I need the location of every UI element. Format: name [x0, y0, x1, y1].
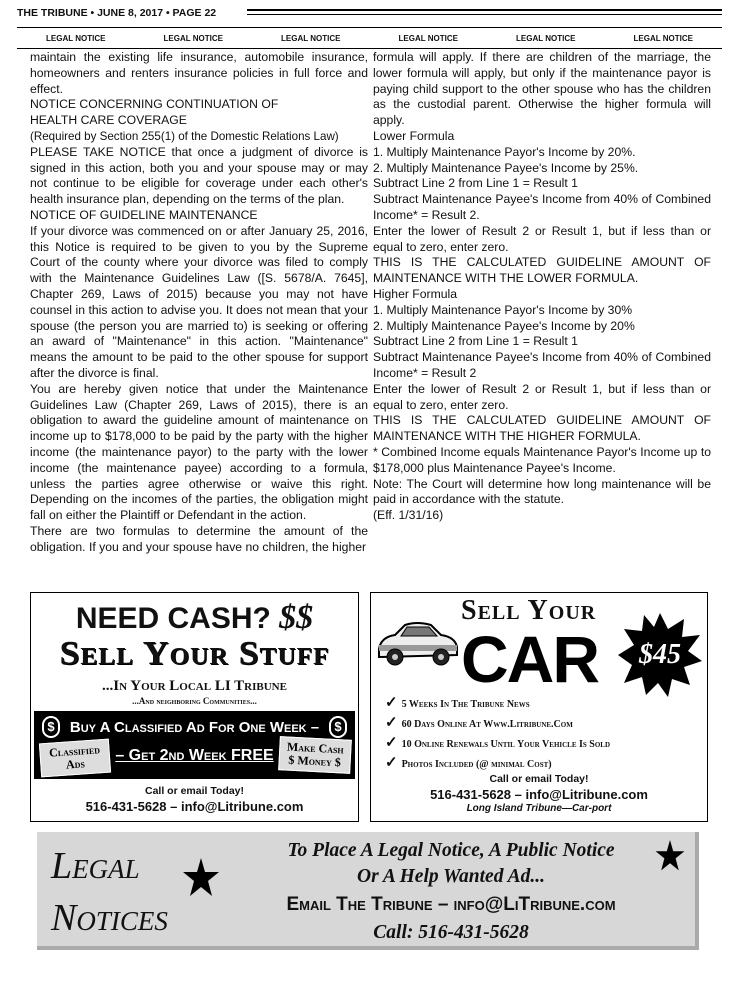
legal-notices-title: Legal Notices [51, 845, 168, 939]
check-icon: ✓ [385, 715, 398, 731]
legal-notice-label: LEGAL NOTICE [281, 33, 341, 43]
message-line: To Place A Legal Notice, A Public Notice [287, 840, 615, 861]
paragraph: formula will apply. If there are children of the marriage, the lower formula will apply, but only if the maintenance payor is paying child support to the other spouse who has the children as the custodial parent. Otherwise the higher formula will apply. [373, 50, 711, 128]
section-heading: NOTICE OF GUIDELINE MAINTENANCE [30, 207, 258, 222]
list-item: ✓ Photos Included (@ minimal Cost) [385, 755, 552, 771]
email-line: Email The Tribune – info@LiTribune.com [286, 894, 616, 915]
formula-line: Enter the lower of Result 2 or Result 1, but if less than or equal to zero, enter zero. [373, 381, 711, 412]
article-column-right [373, 50, 711, 524]
list-item: ✓ 10 Online Renewals Until Your Vehicle Is Sold [385, 735, 611, 751]
dollar-icon: $ [329, 716, 347, 738]
paragraph: If your divorce was commenced on or after January 25, 2016, this Notice is required to be given to you by the Supreme Court of the county where your divorce was filed to comply with the Maintenance Guidelines Law ([S. 5678/A. 7645], Chapter 269, Laws of 2015) because you may not have counsel in this action to advise you. It does not mean that your spouse (the person you are married to) is seeking or offering an award of "Maintenance" in this action. "Maintenance" means the amount to be paid to the other spouse for support after the divorce is final. [30, 223, 368, 380]
ad-footer: Long Island Tribune—Car-port [466, 803, 612, 814]
formula-line: 2. Multiply Maintenance Payee's Income by 20% [373, 318, 635, 333]
list-item: ✓ 60 Days Online At Www.Litribune.Com [385, 715, 573, 731]
message-line: Or A Help Wanted Ad... [357, 866, 545, 887]
phone-line: Call: 516-431-5628 [373, 922, 529, 943]
paragraph: maintain the existing life insurance, automobile insurance, homeowners and renters insurance policies in full force and effect. [30, 50, 368, 96]
ad-need-cash: NEED CASH? $$ [75, 599, 314, 636]
band-free: – Get 2nd Week FREE [115, 747, 274, 764]
formula-line: 1. Multiply Maintenance Payor's Income by 20%. [373, 144, 636, 159]
note: Note: The Court will determine how long maintenance will be paid in accordance with the statute. [373, 476, 711, 507]
ad-neighbors: ...And neighboring Communities... [132, 696, 257, 706]
article-column-left [30, 50, 368, 556]
ad-local: ...In Your Local LI Tribune [102, 678, 287, 694]
ad-phone: 516-431-5628 – info@Litribune.com [430, 787, 648, 802]
legal-notice-label: LEGAL NOTICE [633, 33, 693, 43]
dollar-icon: $ [42, 716, 60, 738]
formula-line: Subtract Maintenance Payee's Income from 40% of Combined Income* = Result 2. [373, 192, 711, 222]
formula-line: Enter the lower of Result 2 or Result 1, but if less than or equal to zero, enter zero. [373, 223, 711, 254]
dollar-signs: $$ [279, 599, 314, 636]
section-heading: HEALTH CARE COVERAGE [30, 113, 187, 128]
classified-ads-tag: Classified Ads [39, 739, 111, 778]
legal-notice-label: LEGAL NOTICE [516, 33, 576, 43]
check-icon: ✓ [385, 695, 398, 711]
ad-call: Call or email Today! [145, 785, 244, 797]
sell-your-car-ad [370, 592, 708, 822]
paragraph: (Required by Section 255(1) of the Domestic Relations Law) [30, 129, 339, 143]
band-offer: Buy A Classified Ad For One Week – [69, 719, 320, 736]
ad-headline: Sell Your Stuff [59, 635, 330, 672]
header-rule-thick [247, 9, 722, 11]
paragraph: You are hereby given notice that under the Maintenance Guidelines Law (Chapter 269, Laws of 2015), there is an obligation to award the guideline amount of maintenance on income up to $178,000 to be paid by the party with the higher income (the maintenance payor) to the party with the lower income (the maintenance payee) according to a formula, unless the parties agree otherwise or waive this right. Depending on the incomes of the parties, the obligation might fall on either the Plaintiff or Defendant in the action. [30, 381, 368, 523]
formula-line: Subtract Maintenance Payee's Income from 40% of Combined Income* = Result 2 [373, 350, 711, 380]
legal-notice-label: LEGAL NOTICE [163, 33, 223, 43]
sell-your-stuff-ad [30, 592, 359, 822]
ad-phone: 516-431-5628 – info@Litribune.com [85, 799, 304, 814]
formula-line: Subtract Line 2 from Line 1 = Result 1 [373, 176, 578, 191]
legal-notice-label: LEGAL NOTICE [46, 33, 106, 43]
formula-result: THIS IS THE CALCULATED GUIDELINE AMOUNT OF MAINTENANCE WITH THE LOWER FORMULA. [373, 255, 711, 286]
formula-heading: Higher Formula [373, 286, 457, 301]
legal-notices-message [227, 838, 675, 946]
legal-notice-label: LEGAL NOTICE [398, 33, 458, 43]
section-heading: NOTICE CONCERNING CONTINUATION OF [30, 97, 279, 112]
ad-sell-your: Sell Your [461, 595, 597, 626]
legal-notice-bar [17, 27, 722, 49]
make-cash-tag: Make Cash $ Money $ [278, 736, 352, 774]
check-icon: ✓ [385, 755, 398, 771]
formula-result: THIS IS THE CALCULATED GUIDELINE AMOUNT OF MAINTENANCE WITH THE HIGHER FORMULA. [373, 413, 711, 444]
star-icon [183, 858, 219, 898]
car-icon [375, 619, 459, 671]
ad-call: Call or email Today! [489, 773, 589, 785]
ad-car: CAR [461, 622, 598, 696]
page-header [17, 6, 722, 20]
list-item: ✓ 5 Weeks In The Tribune News [385, 695, 530, 711]
check-icon: ✓ [385, 735, 398, 751]
effective-date: (Eff. 1/31/16) [373, 508, 444, 523]
formula-line: 2. Multiply Maintenance Payee's Income by 25%. [373, 160, 639, 175]
page-header-title: THE TRIBUNE • JUNE 8, 2017 • PAGE 22 [17, 7, 217, 19]
price-label: $45 [639, 639, 681, 670]
legal-notices-box [37, 832, 699, 950]
formula-heading: Lower Formula [373, 128, 455, 143]
header-rule-thin [247, 14, 722, 15]
formula-line: Subtract Line 2 from Line 1 = Result 1 [373, 334, 578, 349]
price-burst [618, 613, 702, 697]
formula-line: 1. Multiply Maintenance Payor's Income by 30% [373, 302, 633, 317]
ad-black-band [34, 711, 355, 779]
footnote: * Combined Income equals Maintenance Payor's Income up to $178,000 plus Maintenance Payee's Income. [373, 444, 711, 475]
paragraph: PLEASE TAKE NOTICE that once a judgment of divorce is signed in this action, both you and your spouse may or may not continue to be eligible for coverage under each other's health insurance plan, depending on the terms of the plan. [30, 144, 368, 207]
paragraph: There are two formulas to determine the amount of the obligation. If you and your spouse have no children, the higher [30, 523, 368, 554]
ad-features [385, 693, 610, 773]
